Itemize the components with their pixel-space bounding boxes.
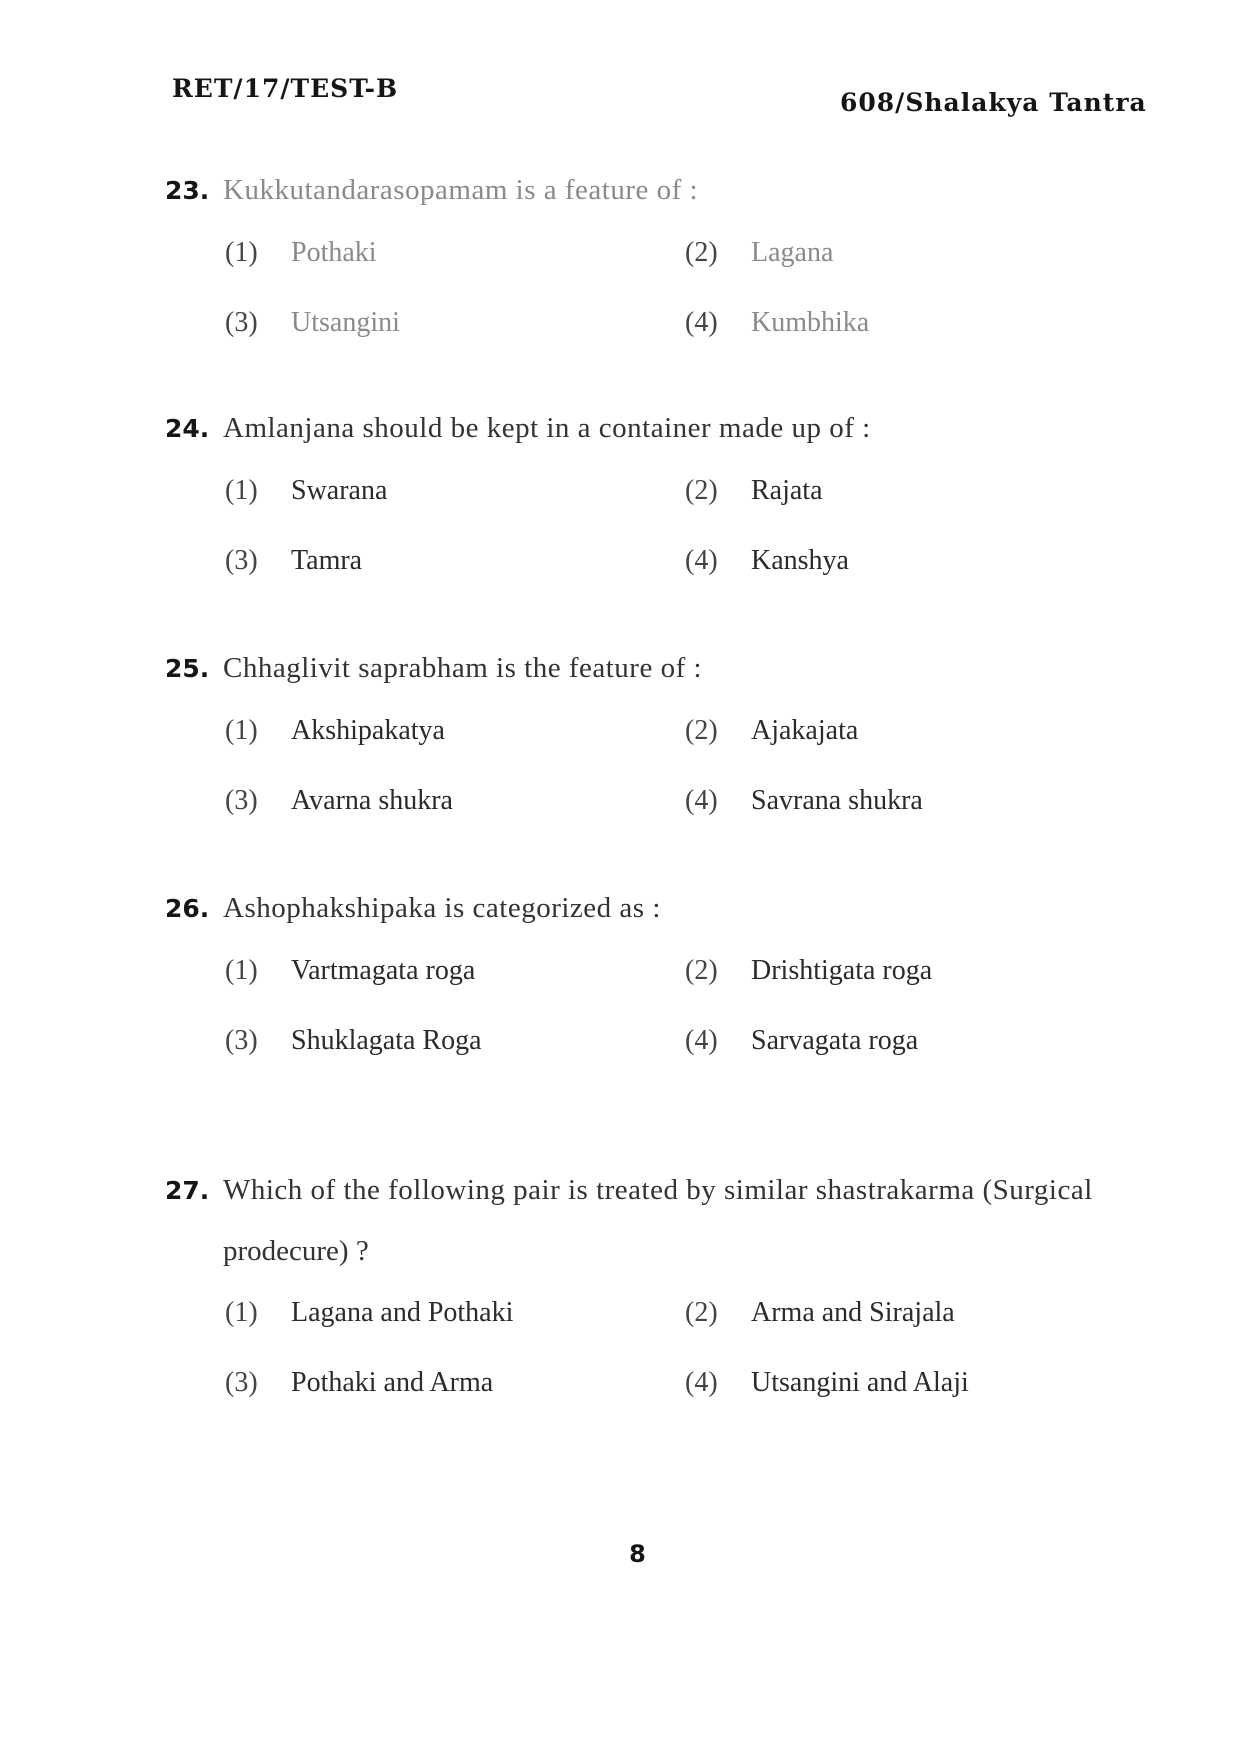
- option-2: (2) Rajata: [685, 475, 823, 506]
- option-4: (4) Utsangini and Alaji: [685, 1367, 969, 1398]
- question-number: 27.: [165, 1176, 210, 1205]
- option-4: (4) Sarvagata roga: [685, 1025, 919, 1056]
- question-26: [165, 878, 1145, 1069]
- question-27: [165, 1160, 1145, 1411]
- question-number: 23.: [165, 176, 210, 205]
- option-1: (1) Akshipakatya: [225, 715, 445, 746]
- option-4: (4) Kanshya: [685, 545, 849, 576]
- question-number: 26.: [165, 894, 210, 923]
- option-3: (3) Pothaki and Arma: [225, 1367, 494, 1398]
- options-list: [225, 1285, 1145, 1411]
- question-text: Amlanjana should be kept in a container made up of :: [223, 412, 871, 444]
- option-3: (3) Tamra: [225, 545, 363, 576]
- question-text: Kukkutandarasopamam is a feature of :: [223, 174, 699, 206]
- option-2: (2) Drishtigata roga: [685, 955, 933, 986]
- option-3: (3) Utsangini: [225, 307, 400, 338]
- options-list: [225, 225, 1145, 351]
- option-2: (2) Ajakajata: [685, 715, 859, 746]
- options-list: [225, 463, 1145, 589]
- options-list: [225, 703, 1145, 829]
- question-text: Which of the following pair is treated by similar shastrakarma (Surgical: [223, 1174, 1093, 1206]
- option-1: (1) Vartmagata roga: [225, 955, 476, 986]
- option-4: (4) Savrana shukra: [685, 785, 923, 816]
- option-3: (3) Avarna shukra: [225, 785, 453, 816]
- question-text-continued: prodecure) ?: [223, 1235, 369, 1267]
- option-4: (4) Kumbhika: [685, 307, 870, 338]
- option-3: (3) Shuklagata Roga: [225, 1025, 482, 1056]
- question-23: [165, 160, 1145, 351]
- option-2: (2) Arma and Sirajala: [685, 1297, 955, 1328]
- question-text: Chhaglivit saprabham is the feature of :: [223, 652, 703, 684]
- question-25: [165, 638, 1145, 829]
- option-1: (1) Pothaki: [225, 237, 377, 268]
- header-subject: 608/Shalakya Tantra: [840, 88, 1147, 117]
- question-text: Ashophakshipaka is categorized as :: [223, 892, 661, 924]
- header-exam-code: RET/17/TEST-B: [172, 74, 399, 103]
- option-1: (1) Swarana: [225, 475, 388, 506]
- options-list: [225, 943, 1145, 1069]
- page-number: 8: [629, 1540, 646, 1568]
- question-24: [165, 398, 1145, 589]
- option-1: (1) Lagana and Pothaki: [225, 1297, 514, 1328]
- question-number: 24.: [165, 414, 210, 443]
- question-number: 25.: [165, 654, 210, 683]
- option-2: (2) Lagana: [685, 237, 834, 268]
